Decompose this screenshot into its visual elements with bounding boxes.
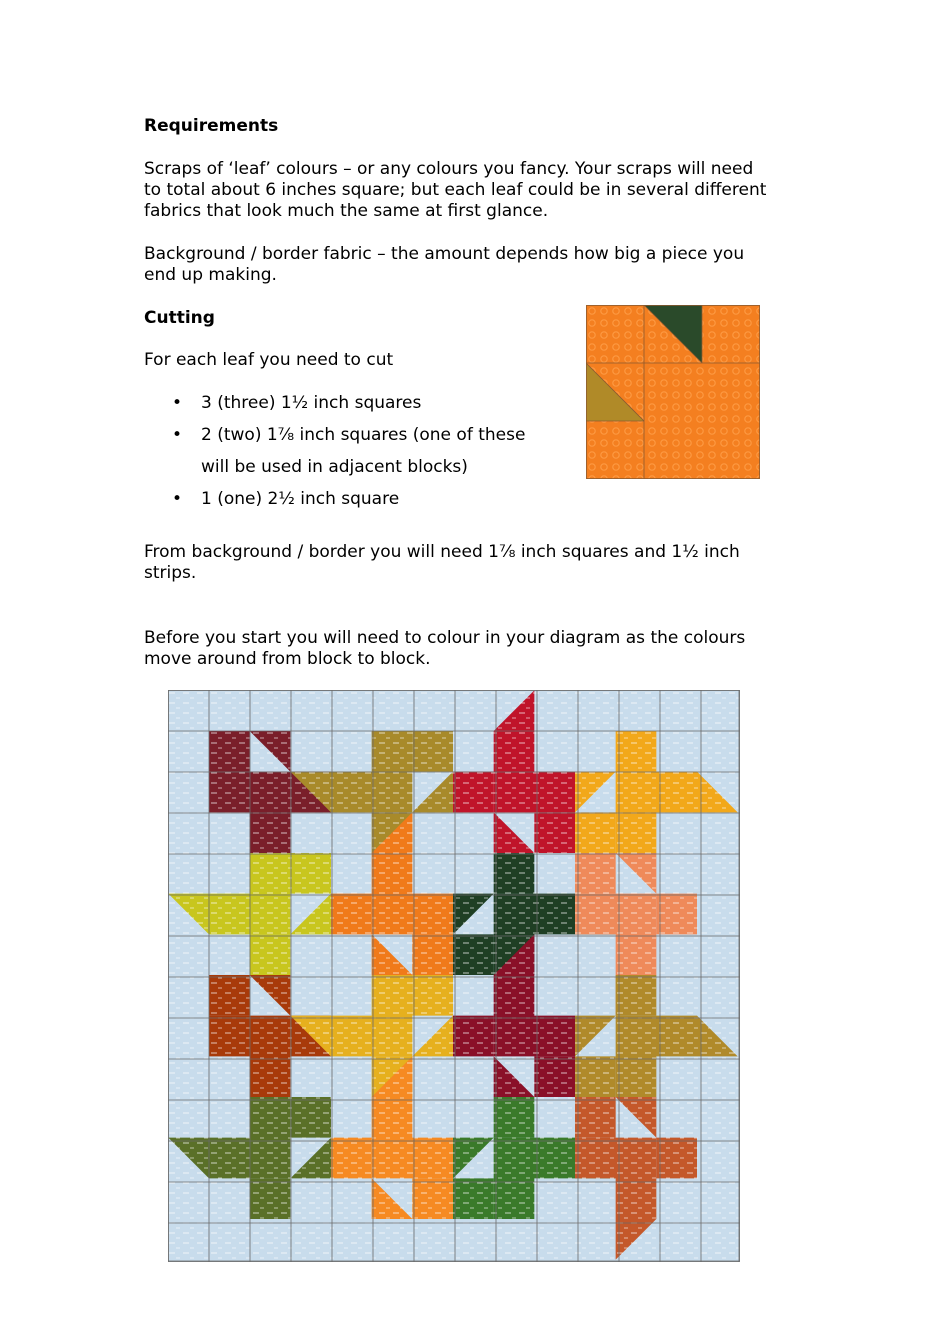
cutting-heading: Cutting: [144, 308, 215, 328]
text-line: From background / border you will need 1⅞ inch squares and 1½ inch: [144, 542, 740, 562]
list-item: • 1 (one) 2½ inch square: [172, 483, 572, 515]
requirements-heading: Requirements: [144, 116, 279, 136]
cutting-list: [172, 387, 572, 515]
requirements-paragraph-2: [144, 244, 804, 286]
quilt-texture: [168, 690, 740, 1262]
list-item-text: will be used in adjacent blocks): [201, 457, 468, 477]
quilt-diagram: [168, 690, 740, 1262]
text-line: Scraps of ‘leaf’ colours – or any colours you fancy. Your scraps will need: [144, 159, 754, 179]
requirements-paragraph-1: [144, 159, 804, 222]
leaf-block-diagram: [586, 305, 760, 479]
text-line: fabrics that look much the same at first glance.: [144, 201, 549, 221]
list-item: [172, 419, 572, 483]
background-paragraph: [144, 542, 804, 584]
text-line: strips.: [144, 563, 197, 583]
list-item-text: 2 (two) 1⅞ inch squares (one of these: [201, 425, 526, 445]
before-paragraph: [144, 628, 804, 670]
text-line: to total about 6 inches square; but each leaf could be in several different: [144, 180, 767, 200]
text-line: move around from block to block.: [144, 649, 431, 669]
cutting-intro: For each leaf you need to cut: [144, 350, 394, 370]
text-line: end up making.: [144, 265, 277, 285]
text-line: Background / border fabric – the amount depends how big a piece you: [144, 244, 745, 264]
list-item: • 3 (three) 1½ inch squares: [172, 387, 572, 419]
text-line: Before you start you will need to colour in your diagram as the colours: [144, 628, 746, 648]
